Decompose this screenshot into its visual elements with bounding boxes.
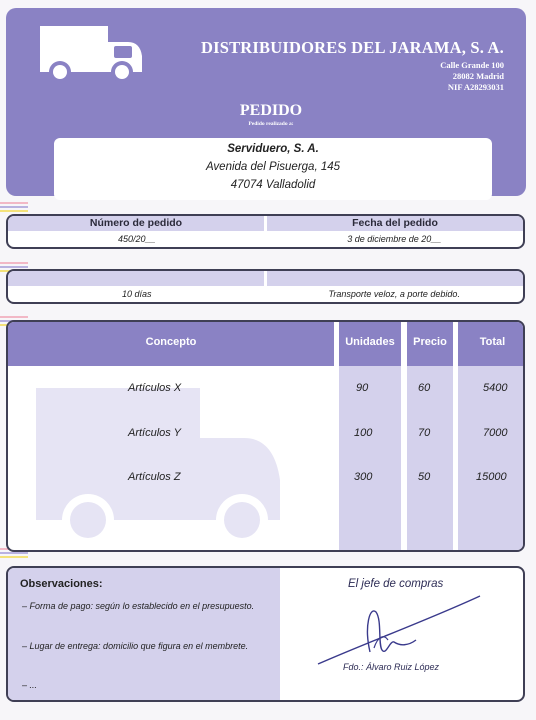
header-units: Unidades	[345, 336, 395, 348]
observations-panel	[6, 566, 525, 702]
row-total: 5400	[483, 382, 508, 394]
decorative-lines-1	[0, 202, 28, 214]
units-column-bg	[339, 366, 401, 552]
truck-icon	[36, 22, 146, 88]
client-name: Serviduero, S. A.	[227, 143, 319, 155]
company-nif: NIF A28293031	[447, 82, 504, 92]
observations-title: Observaciones:	[20, 578, 103, 590]
row-price: 50	[418, 471, 431, 483]
letterhead	[6, 8, 526, 196]
order-number-value: 450/20__	[117, 234, 156, 244]
order-date-label: Fecha del pedido	[264, 216, 523, 231]
delivery-term-label	[8, 271, 264, 286]
client-box	[54, 138, 492, 200]
delivery-method-value: Transporte veloz, a porte debido.	[328, 289, 460, 299]
signature-scribble	[308, 586, 488, 666]
company-name: DISTRIBUIDORES DEL JARAMA, S. A.	[200, 38, 504, 57]
header-concept: Concepto	[145, 336, 197, 348]
row-price: 60	[418, 382, 431, 394]
row-total: 7000	[483, 427, 508, 439]
order-number-label: Número de pedido	[89, 217, 183, 229]
delivery-info	[6, 269, 525, 304]
document-title: PEDIDO	[239, 102, 303, 119]
row-units: 90	[356, 382, 369, 394]
header-price: Precio	[413, 336, 447, 348]
row-price: 70	[418, 427, 431, 439]
order-info	[6, 214, 525, 249]
truck-watermark-icon	[30, 380, 290, 542]
company-address-line2: 28082 Madrid	[452, 71, 504, 81]
row-units: 300	[354, 471, 373, 483]
document-subtitle: Pedido realizado a:	[248, 121, 294, 127]
header-total: Total	[479, 336, 506, 348]
row-concept: Artículos X	[128, 382, 182, 394]
row-total: 15000	[476, 471, 507, 483]
items-table	[6, 320, 525, 552]
client-street: Avenida del Pisuerga, 145	[205, 161, 341, 173]
signature-name: Fdo.: Álvaro Ruiz López	[343, 662, 440, 672]
client-city: 47074 Valladolid	[230, 179, 316, 191]
order-date-value: 3 de diciembre de 20__	[347, 234, 442, 244]
observation-item: – Forma de pago: según lo establecido en el presupuesto.	[22, 601, 255, 611]
delivery-term-value: 10 días	[121, 289, 152, 299]
delivery-method-label	[264, 271, 523, 286]
signature-role: El jefe de compras	[348, 578, 444, 590]
row-concept: Artículos Y	[128, 427, 181, 439]
observation-item: – Lugar de entrega: domicilio que figura en el membrete.	[22, 641, 249, 651]
company-address-line1: Calle Grande 100	[440, 60, 504, 70]
row-units: 100	[354, 427, 373, 439]
observation-item: – ...	[22, 680, 38, 690]
row-concept: Artículos Z	[128, 471, 181, 483]
